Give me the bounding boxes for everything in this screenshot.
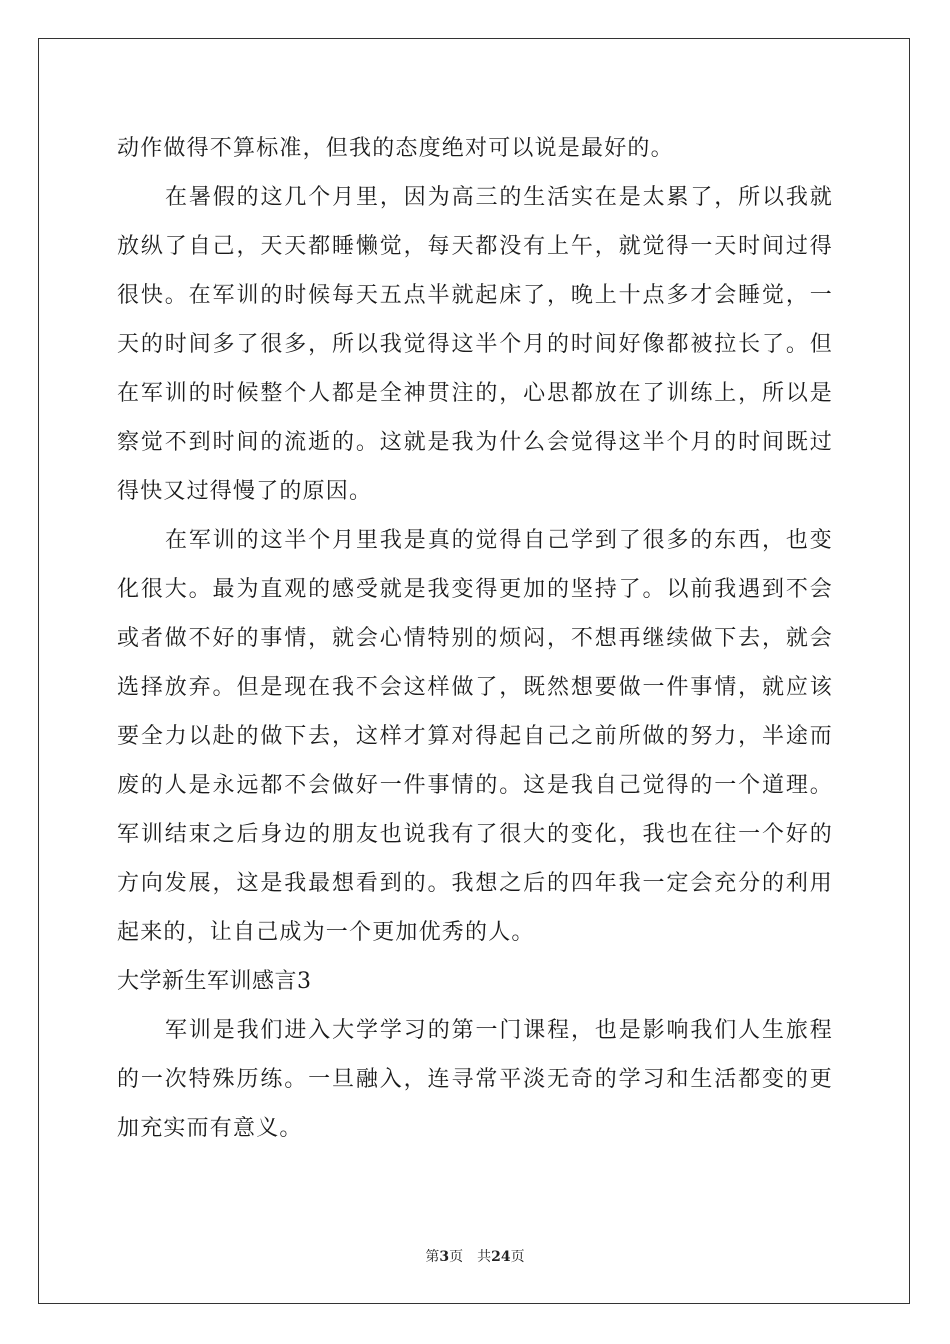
document-body	[117, 124, 833, 1153]
paragraph-4: 军训是我们进入大学学习的第一门课程，也是影响我们人生旅程的一次特殊历练。一旦融入，连寻常平淡无奇的学习和生活都变的更加充实而有意义。	[117, 1018, 833, 1141]
page-number: 3	[439, 1249, 450, 1265]
total-suffix: 页	[510, 1249, 525, 1265]
page-footer	[0, 1247, 950, 1267]
total-pages: 24	[491, 1249, 511, 1265]
section-heading: 大学新生军训感言3	[117, 969, 312, 994]
paragraph-2: 在暑假的这几个月里，因为高三的生活实在是太累了，所以我就放纵了自己，天天都睡懒觉，每天都没有上午，就觉得一天时间过得很快。在军训的时候每天五点半就起床了，晚上十点多才会睡觉，一天的时间多了很多，所以我觉得这半个月的时间好像都被拉长了。但在军训的时候整个人都是全神贯注的，心思都放在了训练上，所以是察觉不到时间的流逝的。这就是我为什么会觉得这半个月的时间既过得快又过得慢了的原因。	[117, 185, 833, 504]
paragraph-3: 在军训的这半个月里我是真的觉得自己学到了很多的东西，也变化很大。最为直观的感受就是我变得更加的坚持了。以前我遇到不会或者做不好的事情，就会心情特别的烦闷，不想再继续做下去，就会选择放弃。但是现在我不会这样做了，既然想要做一件事情，就应该要全力以赴的做下去，这样才算对得起自己之前所做的努力，半途而废的人是永远都不会做好一件事情的。这是我自己觉得的一个道理。军训结束之后身边的朋友也说我有了很大的变化，我也在往一个好的方向发展，这是我最想看到的。我想之后的四年我一定会充分的利用起来的，让自己成为一个更加优秀的人。	[117, 528, 833, 945]
page-suffix: 页	[449, 1249, 464, 1265]
total-prefix: 共	[477, 1249, 492, 1265]
paragraph-1: 动作做得不算标准，但我的态度绝对可以说是最好的。	[117, 136, 674, 161]
page-prefix: 第	[425, 1249, 440, 1265]
